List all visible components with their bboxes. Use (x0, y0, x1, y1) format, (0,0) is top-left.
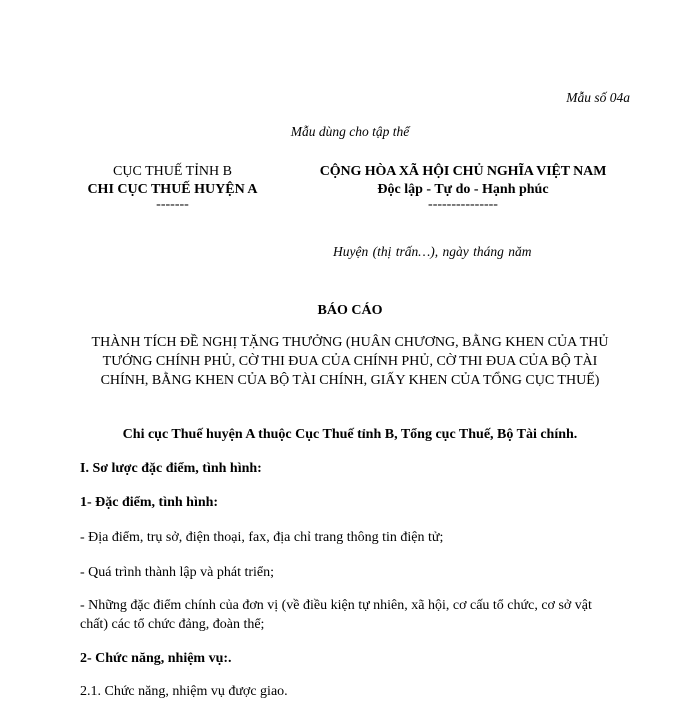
section1-heading: I. Sơ lược đặc điểm, tình hình: (80, 461, 262, 476)
list-item: - Quá trình thành lập và phát triển; (80, 565, 274, 580)
list-item: - Địa điểm, trụ sở, điện thoại, fax, địa chỉ trang thông tin điện tử; (80, 530, 444, 545)
country-name: CỘNG HÒA XÃ HỘI CHỦ NGHĨA VIỆT NAM (319, 164, 607, 179)
issuing-agency: CHI CỤC THUẾ HUYỆN A (87, 181, 258, 197)
national-motto: Độc lập - Tự do - Hạnh phúc (377, 181, 549, 197)
report-title: BÁO CÁO (317, 303, 383, 318)
motto-separator: --------------- (428, 197, 498, 212)
report-subtitle: THÀNH TÍCH ĐỀ NGHỊ TẶNG THƯỞNG (HUÂN CHƯƠNG, BẰNG KHEN CỦA THỦ TƯỚNG CHÍNH PHỦ, CỜ THI ĐUA CỦA CHÍNH PHỦ, CỜ THI ĐUA CỦA BỘ TÀI CHÍNH, BẰNG KHEN CỦA BỘ TÀI CHÍNH, GIẤY KHEN CỦA TỔNG CỤC THUẾ) (91, 335, 609, 388)
subsection2-1: 2.1. Chức năng, nhiệm vụ được giao. (80, 684, 288, 699)
national-heading-block (263, 163, 663, 212)
usage-note: Mẫu dùng cho tập thể (290, 124, 410, 139)
reporting-unit: Chi cục Thuế huyện A thuộc Cục Thuế tỉnh B, Tổng cục Thuế, Bộ Tài chính. (122, 427, 578, 442)
agency-separator: ------- (156, 197, 189, 212)
parent-agency: CỤC THUẾ TỈNH B (113, 164, 232, 179)
list-item: - Những đặc điểm chính của đơn vị (về điều kiện tự nhiên, xã hội, cơ cấu tổ chức, cơ sở vật chất) các tổ chức đảng, đoàn thể; (80, 598, 592, 632)
issuing-agency-block (80, 163, 265, 212)
place-date: Huyện (thị trấn…), ngày tháng năm (333, 244, 532, 259)
form-number: Mẫu số 04a (566, 90, 630, 105)
subsection2-heading: 2- Chức năng, nhiệm vụ:. (80, 651, 232, 666)
subsection1-heading: 1- Đặc điểm, tình hình: (80, 495, 219, 510)
